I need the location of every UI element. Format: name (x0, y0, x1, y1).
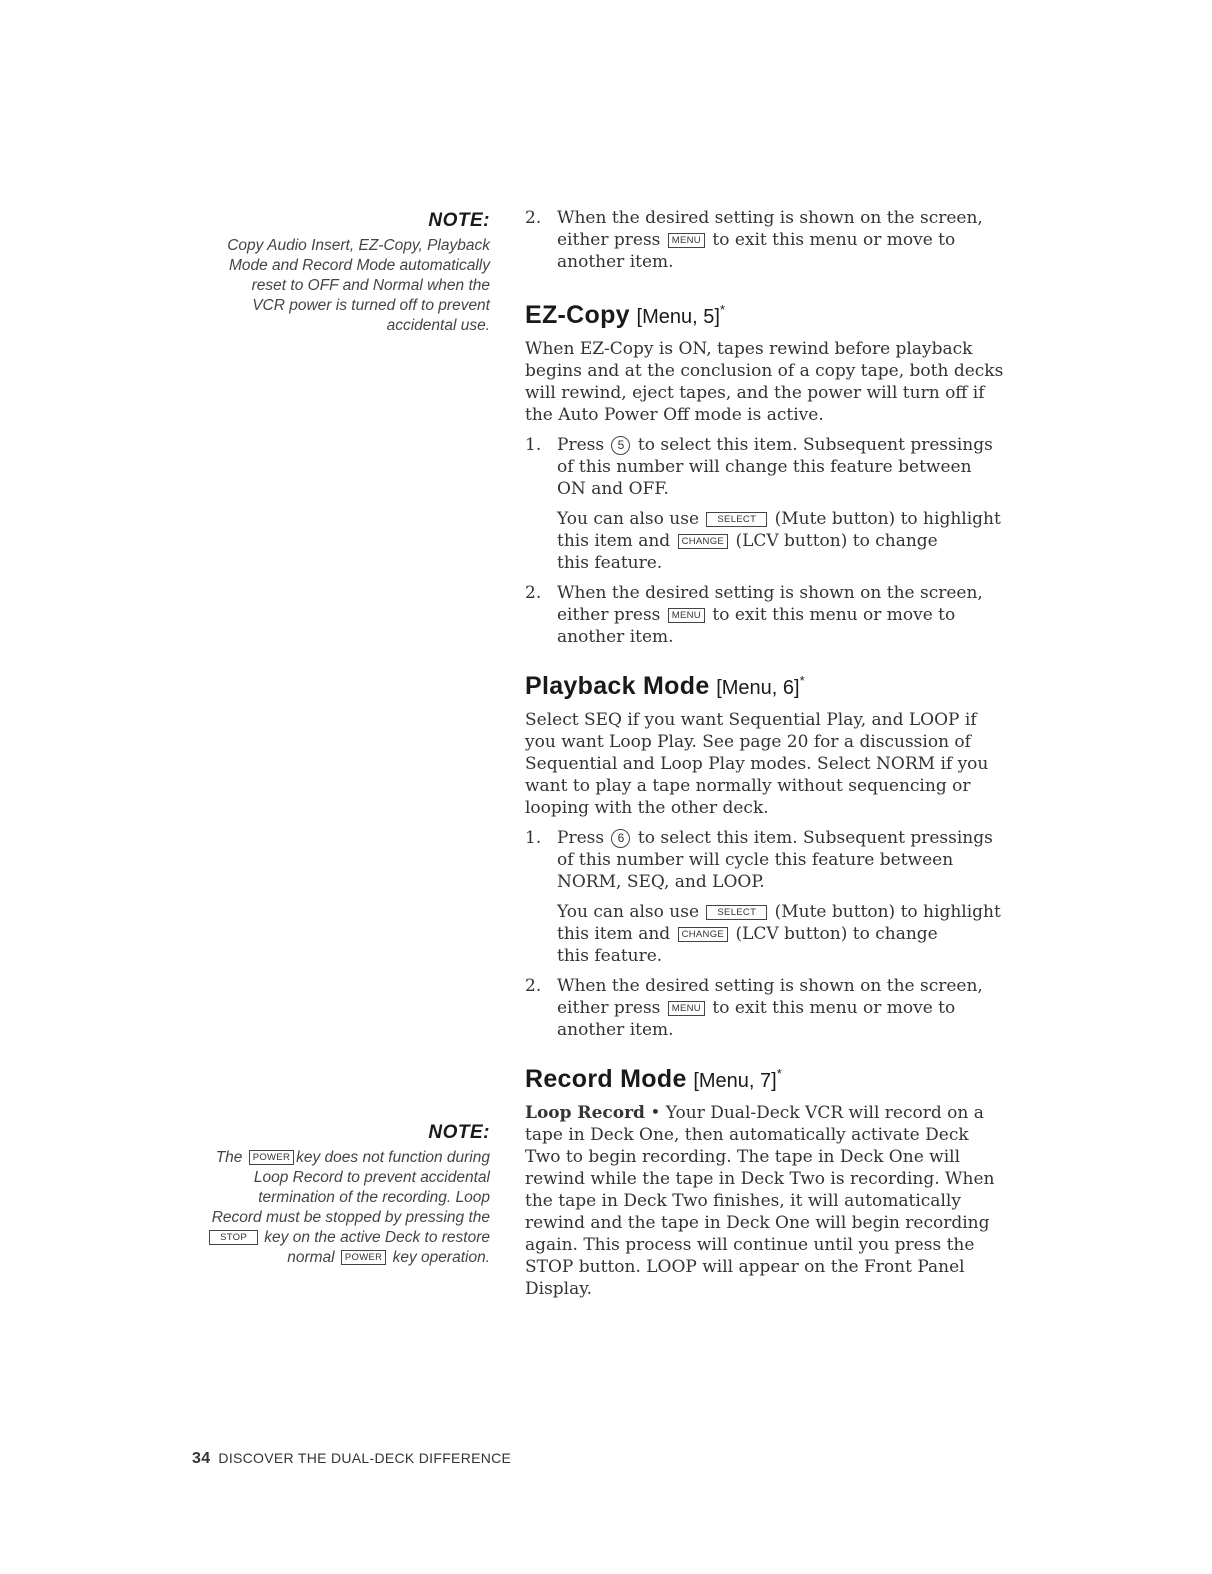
step-line: When the desired setting is shown on the screen, (557, 976, 983, 996)
note-line: Copy Audio Insert, EZ-Copy, Playback (227, 237, 490, 254)
para-line: looping with the other deck. (525, 798, 769, 818)
note-body (190, 236, 490, 336)
loop-record-lead: Loop Record (525, 1103, 645, 1123)
note-line: Mode and Record Mode automatically (228, 257, 490, 274)
step-text: this item and (557, 924, 671, 944)
para-line (525, 1102, 1010, 1124)
note-body (190, 1148, 490, 1268)
step-number: 1. (525, 435, 542, 455)
step-number: 1. (525, 828, 542, 848)
margin-note-2 (190, 1122, 490, 1268)
step-number: 2. (525, 208, 542, 228)
step-text: (LCV button) to change (735, 924, 938, 944)
heading-title: EZ-Copy (525, 301, 630, 329)
note-line: accidental use. (386, 317, 490, 334)
number-5-key-icon: 5 (611, 436, 630, 455)
menu-key-icon: MENU (668, 1001, 705, 1016)
step-line: this feature. (557, 553, 663, 573)
section-intro (525, 1102, 1010, 1300)
note-title: NOTE: (428, 210, 490, 231)
select-key-icon: SELECT (706, 905, 767, 920)
menu-key-icon: MENU (668, 233, 705, 248)
menu-reference: [Menu, 7] (693, 1070, 777, 1092)
step-line: of this number will cycle this feature between (557, 850, 954, 870)
page-footer (192, 1450, 511, 1468)
step-line: When the desired setting is shown on the screen, (557, 208, 983, 228)
number-6-key-icon: 6 (611, 829, 630, 848)
para-line: Sequential and Loop Play modes. Select NORM if you (525, 754, 989, 774)
footer-text: DISCOVER THE DUAL-DECK DIFFERENCE (218, 1450, 512, 1466)
step-text: to select this item. Subsequent pressings (637, 828, 993, 848)
para-line: STOP button. LOOP will appear on the Front Panel (525, 1257, 965, 1277)
para-line: want to play a tape normally without sequencing or (525, 776, 971, 796)
para-line: rewind and the tape in Deck One will begin recording (525, 1213, 990, 1233)
step-line: NORM, SEQ, and LOOP. (557, 872, 765, 892)
para-line: the Auto Power Off mode is active. (525, 405, 824, 425)
heading-title: Playback Mode (525, 672, 710, 700)
step-text: You can also use (557, 902, 700, 922)
step-line: another item. (557, 252, 674, 272)
bullet: • (650, 1103, 661, 1123)
step-line: another item. (557, 1020, 674, 1040)
step-line (557, 827, 1010, 849)
step-line (557, 923, 1010, 945)
step-item (525, 827, 1010, 893)
menu-key-icon: MENU (668, 608, 705, 623)
step-text: this item and (557, 531, 671, 551)
section-heading-playback (525, 672, 1010, 701)
note-line: termination of the recording. Loop (258, 1189, 490, 1206)
step-item (525, 207, 1010, 273)
note-line (190, 1228, 490, 1248)
step-item (525, 582, 1010, 648)
note-title: NOTE: (428, 1122, 490, 1143)
alternate-instructions (525, 508, 1010, 574)
asterisk: * (799, 673, 805, 688)
para-line: begins and at the conclusion of a copy tape, both decks (525, 361, 1004, 381)
note-text: normal (287, 1249, 335, 1266)
step-number: 2. (525, 583, 542, 603)
para-line: tape in Deck One, then automatically activate Deck (525, 1125, 969, 1145)
step-text: Press (557, 828, 605, 848)
change-key-icon: CHANGE (678, 927, 728, 942)
menu-reference: [Menu, 6] (716, 677, 800, 699)
asterisk: * (776, 1066, 782, 1081)
step-number: 2. (525, 976, 542, 996)
para-line: Display. (525, 1279, 592, 1299)
step-line (557, 901, 1010, 923)
power-key-icon: POWER (249, 1150, 294, 1165)
step-text: to exit this menu or move to (712, 998, 956, 1018)
para-line: rewind while the tape in Deck Two is recording. When (525, 1169, 995, 1189)
step-text: either press (557, 230, 661, 250)
step-text: either press (557, 605, 661, 625)
note-line (190, 1248, 490, 1268)
step-item (525, 434, 1010, 500)
section-intro (525, 709, 1010, 819)
note-text: The (215, 1149, 243, 1166)
step-line (557, 434, 1010, 456)
select-key-icon: SELECT (706, 512, 767, 527)
note-line: reset to OFF and Normal when the (251, 277, 490, 294)
margin-note-1 (190, 210, 490, 336)
step-line (557, 229, 1010, 251)
step-line: another item. (557, 627, 674, 647)
step-line (557, 997, 1010, 1019)
section-heading-record (525, 1065, 1010, 1094)
step-text: (Mute button) to highlight (774, 902, 1001, 922)
step-text: either press (557, 998, 661, 1018)
para-line: again. This process will continue until you press the (525, 1235, 975, 1255)
main-column (525, 207, 1010, 1300)
step-text: to select this item. Subsequent pressings (637, 435, 993, 455)
note-line (190, 1148, 490, 1168)
step-text: You can also use (557, 509, 700, 529)
step-text: to exit this menu or move to (712, 605, 956, 625)
note-text: key on the active Deck to restore (264, 1229, 490, 1246)
para-line: Select SEQ if you want Sequential Play, and LOOP if (525, 710, 977, 730)
note-line: VCR power is turned off to prevent (252, 297, 490, 314)
step-text: to exit this menu or move to (712, 230, 956, 250)
step-line: When the desired setting is shown on the screen, (557, 583, 983, 603)
stop-key-icon: STOP (209, 1230, 258, 1245)
step-text: (Mute button) to highlight (774, 509, 1001, 529)
change-key-icon: CHANGE (678, 534, 728, 549)
para-line: will rewind, eject tapes, and the power will turn off if (525, 383, 985, 403)
step-line: of this number will change this feature between (557, 457, 972, 477)
step-line (557, 604, 1010, 626)
para-line: Two to begin recording. The tape in Deck One will (525, 1147, 961, 1167)
note-text: key operation. (392, 1249, 490, 1266)
step-line: ON and OFF. (557, 479, 669, 499)
note-line: Record must be stopped by pressing the (211, 1209, 490, 1226)
para-text: Your Dual-Deck VCR will record on a (665, 1103, 984, 1123)
power-key-icon: POWER (341, 1250, 386, 1265)
section-intro (525, 338, 1010, 426)
para-line: the tape in Deck Two finishes, it will automatically (525, 1191, 961, 1211)
step-line: this feature. (557, 946, 663, 966)
note-text: key does not function during (296, 1149, 490, 1166)
para-line: you want Loop Play. See page 20 for a discussion of (525, 732, 971, 752)
step-line (557, 508, 1010, 530)
note-line: Loop Record to prevent accidental (253, 1169, 490, 1186)
alternate-instructions (525, 901, 1010, 967)
heading-title: Record Mode (525, 1065, 687, 1093)
para-line: When EZ-Copy is ON, tapes rewind before playback (525, 339, 973, 359)
step-text: Press (557, 435, 605, 455)
step-text: (LCV button) to change (735, 531, 938, 551)
step-line (557, 530, 1010, 552)
page-number: 34 (192, 1450, 211, 1467)
section-heading-ezcopy (525, 301, 1010, 330)
menu-reference: [Menu, 5] (636, 306, 720, 328)
step-item (525, 975, 1010, 1041)
asterisk: * (719, 302, 725, 317)
